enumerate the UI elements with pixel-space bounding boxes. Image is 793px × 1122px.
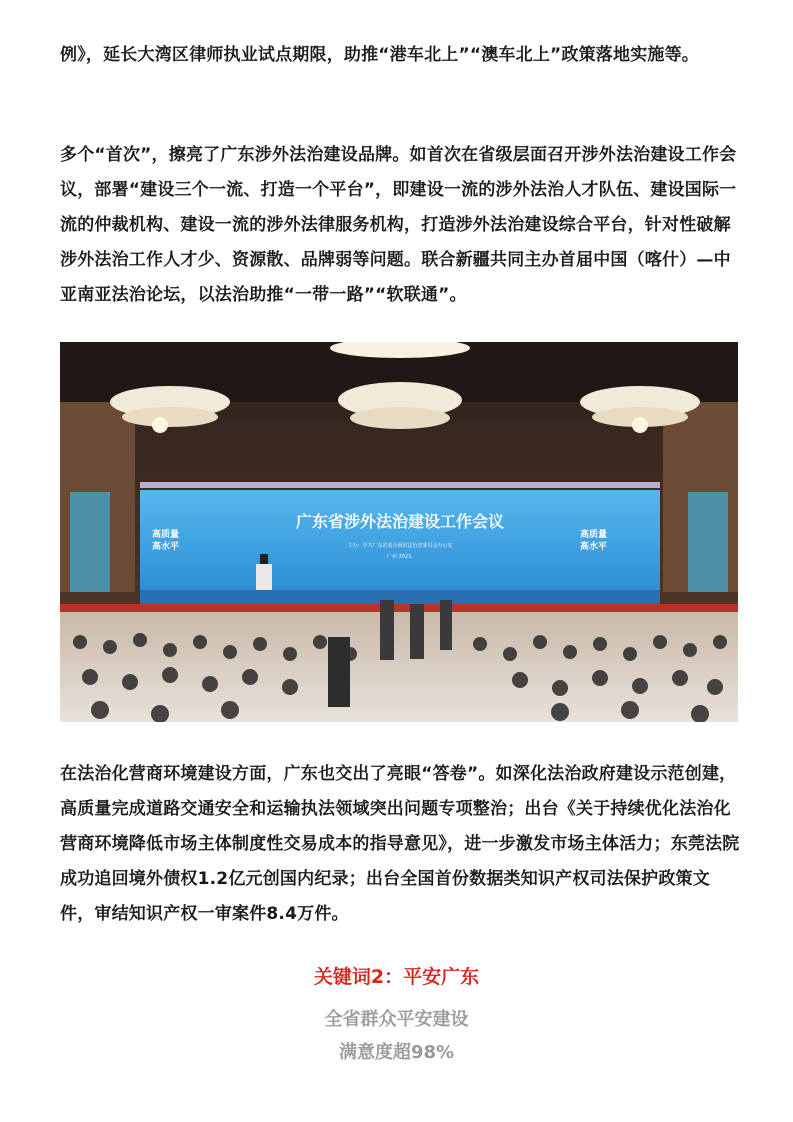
screen-side-left-line2: 高水平 bbox=[152, 542, 180, 552]
keyword-subtitle-line2: 满意度超98% bbox=[338, 1042, 455, 1063]
keyword-title: 关键词2：平安广东 bbox=[313, 966, 480, 988]
screen-place: 广州 2023. bbox=[387, 554, 413, 560]
screen-side-right-line1: 高质量 bbox=[580, 530, 608, 540]
screen-subtitle: 主办：中共广东省委全面依法治省委员会办公室 bbox=[347, 543, 453, 549]
article-paragraph-3: 在法治化营商环境建设方面，广东也交出了亮眼“答卷”。如深化法治政府建设示范创建，高质量完成道路交通安全和运输执法领域突出问题专项整治；出台《关于持续优化法治化营商环境降低市场主体制度性交易成本的指导意见》，进一步激发市场主体活力；东莞法院成功追回境外债权1.2亿元创国内纪录；出台全国首份数据类知识产权司法保护政策文件，审结知识产权一审案件8.4万件。 bbox=[60, 764, 740, 924]
screen-side-left-line1: 高质量 bbox=[152, 530, 180, 540]
screen-title: 广东省涉外法治建设工作会议 bbox=[295, 512, 505, 531]
article-paragraph-2: 多个“首次”，擦亮了广东涉外法治建设品牌。如首次在省级层面召开涉外法治建设工作会议，部署“建设三个一流、打造一个平台”，即建设一流的涉外法治人才队伍、建设国际一流的仲裁机构、建设一流的涉外法律服务机构，打造涉外法治建设综合平台，针对性破解涉外法治工作人才少、资源散、品牌弱等问题。联合新疆共同主办首届中国（喀什）—中亚南亚法治论坛，以法治助推“一带一路”“软联通”。 bbox=[60, 145, 737, 305]
stage-screen bbox=[140, 490, 660, 590]
conference-photo bbox=[60, 342, 738, 722]
keyword-subtitle-line1: 全省群众平安建设 bbox=[324, 1009, 469, 1030]
screen-side-right-line2: 高水平 bbox=[580, 542, 608, 552]
article-paragraph-1: 例》，延长大湾区律师执业试点期限，助推“港车北上”“澳车北上”政策落地实施等。 bbox=[60, 45, 699, 65]
